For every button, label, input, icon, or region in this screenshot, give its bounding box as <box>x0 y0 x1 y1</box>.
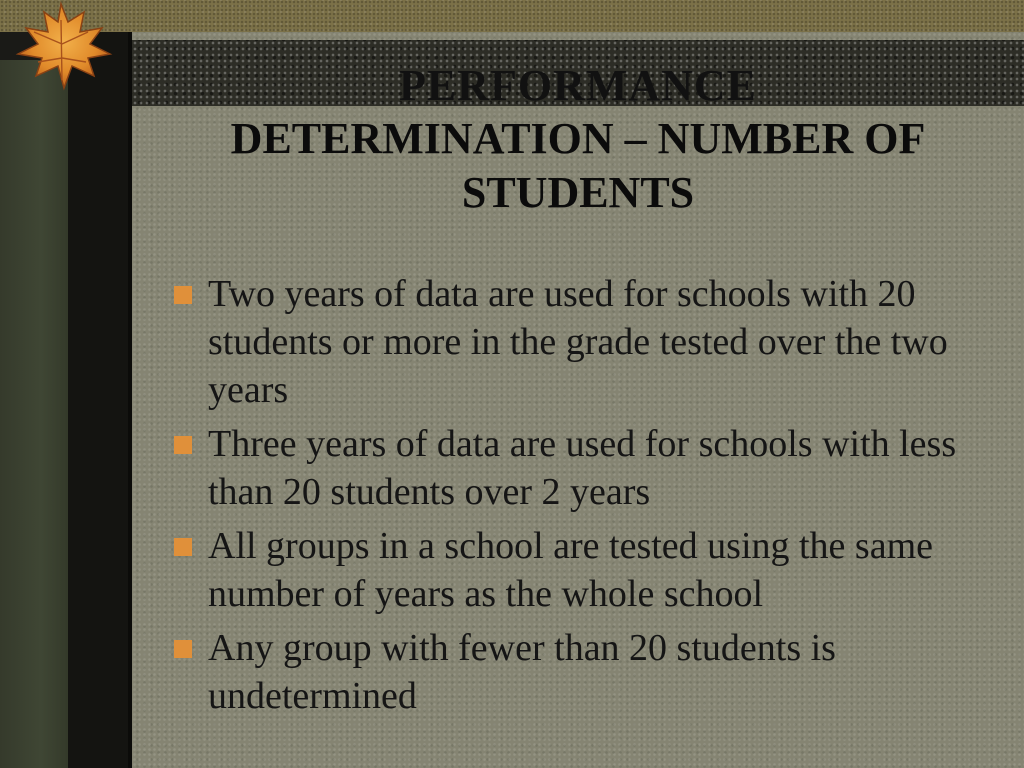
list-item <box>168 270 1008 414</box>
list-item <box>168 624 1008 720</box>
bullet-text: Three years of data are used for schools with less than 20 students over 2 years <box>208 423 957 513</box>
slide-title-line-1: PERFORMANCE <box>398 61 758 106</box>
title-banner <box>132 40 1024 106</box>
square-bullet-icon <box>174 436 192 454</box>
square-bullet-icon <box>174 286 192 304</box>
slide-title-line-3: STUDENTS <box>461 168 695 217</box>
left-frame-strip <box>68 32 128 768</box>
content-panel <box>128 32 1024 768</box>
slide-title <box>132 112 1024 220</box>
bullet-text: Any group with fewer than 20 students is undetermined <box>208 627 836 717</box>
maple-leaf-icon <box>6 0 116 92</box>
left-decorative-band <box>0 60 68 768</box>
bullet-list <box>168 270 1008 726</box>
square-bullet-icon <box>174 640 192 658</box>
bullet-text: All groups in a school are tested using the same number of years as the whole school <box>208 525 934 615</box>
top-texture-bar <box>0 0 1024 32</box>
list-item <box>168 522 1008 618</box>
bullet-text: Two years of data are used for schools with 20 students or more in the grade tested over the two years <box>208 273 948 411</box>
square-bullet-icon <box>174 538 192 556</box>
list-item <box>168 420 1008 516</box>
slide-title-line-2: DETERMINATION – NUMBER OF <box>230 114 926 163</box>
